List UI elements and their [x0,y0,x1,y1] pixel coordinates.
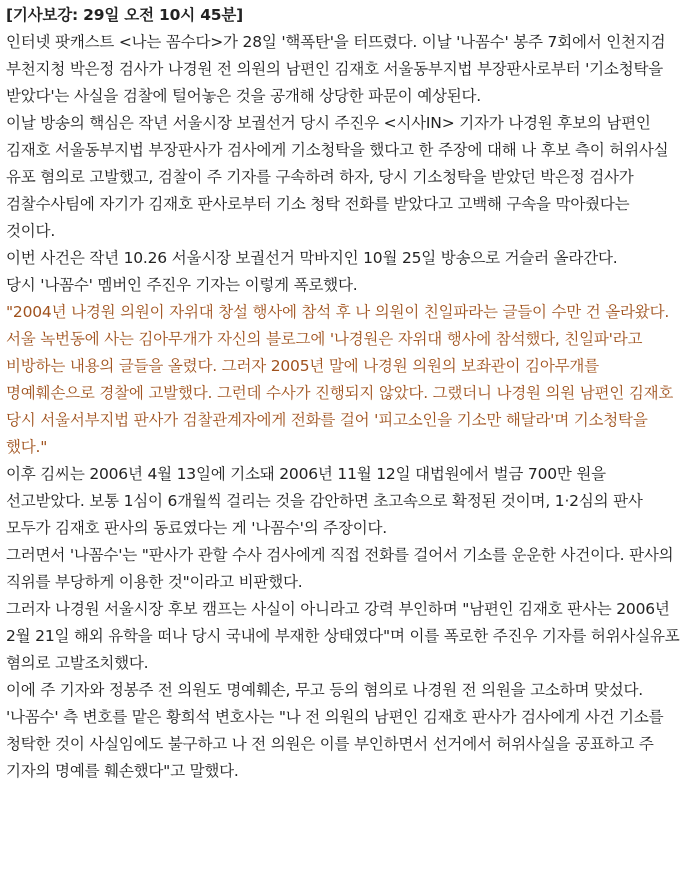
article-paragraph-1: 인터넷 팟캐스트 <나는 꼼수다>가 28일 '핵폭탄'을 터뜨렸다. 이날 '나꼼수' 봉주 7회에서 인천지검 부천지청 박은정 검사가 나경원 전 의원의 남편인 김재호 서울동부지법 부장판사로부터 '기소청탁을 받았다'는 사실을 검찰에 털어놓은 것을 공개해 상당한 파문이 예상된다. [6,33,666,105]
article-paragraph-4: 당시 '나꼼수' 멤버인 주진우 기자는 이렇게 폭로했다. [6,276,358,294]
article-paragraph-6: 그러면서 '나꼼수'는 "판사가 관할 수사 검사에게 직접 전화를 걸어서 기소를 운운한 사건이다. 판사의 직위를 부당하게 이용한 것"이라고 비판했다. [6,546,674,591]
article-paragraph-8: 이에 주 기자와 정봉주 전 의원도 명예훼손, 무고 등의 혐의로 나경원 전 의원을 고소하며 맞섰다. '나꼼수' 측 변호를 맡은 황희석 변호사는 "나 전 의원의 남편인 김재호 판사가 검사에게 사건 기소를 청탁한 것이 사실임에도 불구하고 나 전 의원은 이를 부인하면서 선거에서 허위사실을 공표하고 주 기자의 명예를 훼손했다"고 말했다. [6,681,664,780]
article-paragraph-3: 이번 사건은 작년 10.26 서울시장 보궐선거 막바지인 10월 25일 방송으로 거슬러 올라간다. [6,249,618,267]
article-paragraph-2: 이날 방송의 핵심은 작년 서울시장 보궐선거 당시 주진우 <시사IN> 기자가 나경원 후보의 남편인 김재호 서울동부지법 부장판사가 검사에게 기소청탁을 했다고 한 주장에 대해 나 후보 측이 허위사실 유포 혐의로 고발했고, 검찰이 주 기자를 구속하려 하자, 당시 기소청탁을 받았던 박은정 검사가 검찰수사팀에 자기가 김재호 판사로부터 기소 청탁 전화를 받았다고 고백해 구속을 막아줬다는 것이다. [6,114,669,240]
quoted-statement: "2004년 나경원 의원이 자위대 창설 행사에 참석 후 나 의원이 친일파라는 글들이 수만 건 올라왔다. 서울 녹번동에 사는 김아무개가 자신의 블로그에 '나경원은 자위대 행사에 참석했다, 친일파'라고 비방하는 내용의 글들을 올렸다. 그러자 2005년 말에 나경원 의원의 보좌관이 김아무개를 명예훼손으로 경찰에 고발했다. 그런데 수사가 진행되지 않았다. 그랬더니 나경원 의원 남편인 김재호 당시 서울서부지법 판사가 검찰관계자에게 전화를 걸어 '피고소인을 기소만 해달라'며 기소청탁을 했다." [6,303,674,456]
article-paragraph-5: 이후 김씨는 2006년 4월 13일에 기소돼 2006년 11월 12일 대법원에서 벌금 700만 원을 선고받았다. 보통 1심이 6개월씩 걸리는 것을 감안하면 초고속으로 확정된 것이며, 1·2심의 판사 모두가 김재호 판사의 동료였다는 게 '나꼼수'의 주장이다. [6,465,643,537]
article-paragraph-7: 그러자 나경원 서울시장 후보 캠프는 사실이 아니라고 강력 부인하며 "남편인 김재호 판사는 2006년 2월 21일 해외 유학을 떠나 당시 국내에 부재한 상태였다"며 이를 폭로한 주진우 기자를 허위사실유포 혐의로 고발조치했다. [6,600,680,672]
article-body [6,2,682,785]
update-headline: [기사보강: 29일 오전 10시 45분] [6,6,244,24]
